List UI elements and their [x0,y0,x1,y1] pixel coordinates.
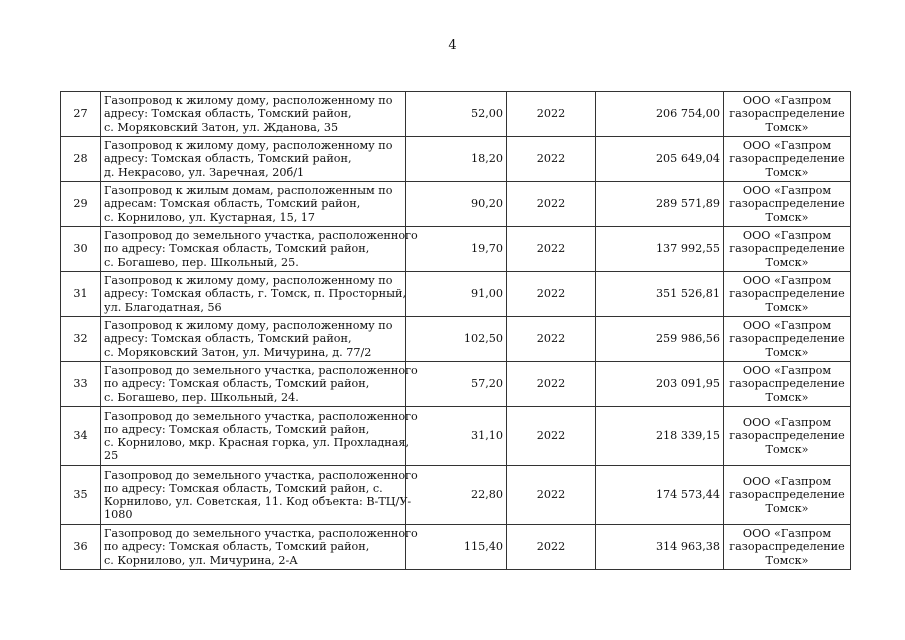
row-number: 36 [61,525,101,570]
description-line: по адресу: Томская область, Томский район, [104,242,370,256]
description-line: 1080 [104,508,133,522]
organization-line: ООО «Газпром [742,475,832,489]
description-line: Газопровод к жилому дому, расположенному по [104,94,393,108]
organization [724,362,851,407]
cost: 203 091,95 [596,362,724,407]
object-description [101,227,418,272]
pipeline-length: 102,50 [406,317,507,362]
pipeline-length: 31,10 [406,407,507,466]
table-row [61,272,851,317]
object-description [101,317,406,362]
table-row [61,227,851,272]
organization-line: газораспределение [729,377,845,391]
organization-line: Томск» [765,345,809,359]
year: 2022 [507,317,596,362]
row-number: 27 [61,92,101,137]
table-row [61,317,851,362]
pipeline-length: 91,00 [406,272,507,317]
gas-pipeline-table [60,91,851,570]
organization-line: газораспределение [729,429,845,443]
cost: 289 571,89 [596,182,724,227]
row-number: 32 [61,317,101,362]
cost: 205 649,04 [596,137,724,182]
row-number: 35 [61,466,101,525]
organization-line: ООО «Газпром [742,319,832,333]
description-line: Газопровод до земельного участка, расположенного [104,527,418,541]
object-description [101,182,406,227]
description-line: с. Моряковский Затон, ул. Мичурина, д. 77/2 [104,345,372,359]
description-line: по адресу: Томская область, Томский район, с. [104,481,383,495]
object-description [101,466,418,525]
description-line: с. Корнилово, ул. Кустарная, 15, 17 [104,210,316,224]
row-number: 30 [61,227,101,272]
year: 2022 [507,92,596,137]
table-row [61,362,851,407]
description-line: ул. Благодатная, 56 [104,300,222,314]
cost: 174 573,44 [596,466,724,525]
organization-line: газораспределение [729,287,845,301]
object-description [101,272,406,317]
description-line: Газопровод к жилому дому, расположенному по [104,274,393,288]
year: 2022 [507,407,596,466]
description-line: Газопровод до земельного участка, расположенного [104,364,418,378]
pipeline-length: 57,20 [406,362,507,407]
organization-line: газораспределение [729,197,845,211]
description-line: по адресу: Томская область, Томский район, [104,540,370,554]
organization-line: газораспределение [729,488,845,502]
year: 2022 [507,272,596,317]
organization-line: Томск» [765,300,809,314]
organization-line: газораспределение [729,332,845,346]
description-line: адресу: Томская область, Томский район, [104,332,352,346]
description-line: с. Моряковский Затон, ул. Жданова, 35 [104,120,339,134]
object-description [101,525,418,570]
table-row [61,466,851,525]
description-line: по адресу: Томская область, Томский район, [104,422,370,436]
description-line: Газопровод к жилому дому, расположенному по [104,139,393,153]
description-line: с. Богашево, пер. Школьный, 24. [104,390,299,404]
year: 2022 [507,362,596,407]
object-description [101,137,406,182]
organization [724,137,851,182]
organization-line: газораспределение [729,540,845,554]
description-line: 25 [104,449,119,463]
description-line: адресу: Томская область, г. Томск, п. Просторный, [104,287,407,301]
organization [724,317,851,362]
year: 2022 [507,227,596,272]
pipeline-length: 18,20 [406,137,507,182]
organization-line: Томск» [765,120,809,134]
year: 2022 [507,466,596,525]
organization-line: Томск» [765,442,809,456]
description-line: адресу: Томская область, Томский район, [104,107,352,121]
description-line: с. Корнилово, мкр. Красная горка, ул. Прохладная, [104,436,410,449]
organization-line: ООО «Газпром [742,94,832,108]
organization-line: ООО «Газпром [742,527,832,541]
row-number: 31 [61,272,101,317]
organization-line: Томск» [765,553,809,567]
pipeline-length: 19,70 [406,227,507,272]
description-line: адресам: Томская область, Томский район, [104,197,361,211]
organization [724,525,851,570]
cost: 259 986,56 [596,317,724,362]
organization [724,92,851,137]
organization [724,272,851,317]
pipeline-length: 22,80 [406,466,507,525]
organization-line: газораспределение [729,242,845,256]
page-number: 4 [448,38,457,53]
description-line: с. Корнилово, ул. Мичурина, 2-А [104,553,298,567]
organization-line: ООО «Газпром [742,364,832,378]
table-row [61,137,851,182]
cost: 206 754,00 [596,92,724,137]
description-line: Газопровод к жилому дому, расположенному по [104,319,393,333]
table-row [61,182,851,227]
table-row [61,92,851,137]
year: 2022 [507,137,596,182]
organization-line: газораспределение [729,152,845,166]
organization-line: Томск» [765,210,809,224]
organization-line: ООО «Газпром [742,139,832,153]
organization-line: Томск» [765,255,809,269]
organization [724,182,851,227]
description-line: д. Некрасово, ул. Заречная, 20б/1 [104,165,305,179]
description-line: по адресу: Томская область, Томский район, [104,377,370,391]
description-line: Газопровод до земельного участка, расположенного [104,229,418,243]
table-row [61,525,851,570]
organization-line: ООО «Газпром [742,274,832,288]
table-row [61,407,851,466]
organization-line: Томск» [765,165,809,179]
description-line: Газопровод до земельного участка, расположенного [104,468,418,482]
description-line: Газопровод до земельного участка, расположенного [104,409,418,423]
description-line: адресу: Томская область, Томский район, [104,152,352,166]
organization-line: ООО «Газпром [742,184,832,198]
organization-line: Томск» [765,501,809,515]
object-description [101,362,418,407]
organization-line: Томск» [765,390,809,404]
cost: 218 339,15 [596,407,724,466]
organization-line: ООО «Газпром [742,416,832,430]
row-number: 29 [61,182,101,227]
row-number: 34 [61,407,101,466]
row-number: 28 [61,137,101,182]
organization [724,227,851,272]
organization-line: ООО «Газпром [742,229,832,243]
cost: 351 526,81 [596,272,724,317]
description-line: с. Богашево, пер. Школьный, 25. [104,255,299,269]
pipeline-length: 90,20 [406,182,507,227]
organization-line: газораспределение [729,107,845,121]
cost: 137 992,55 [596,227,724,272]
organization [724,407,851,466]
object-description [101,407,418,466]
object-description [101,92,406,137]
description-line: Газопровод к жилым домам, расположенным по [104,184,393,198]
cost: 314 963,38 [596,525,724,570]
row-number: 33 [61,362,101,407]
pipeline-length: 52,00 [406,92,507,137]
year: 2022 [507,525,596,570]
description-line: Корнилово, ул. Советская, 11. Код объекта: В-ТЦ/У- [104,495,412,508]
year: 2022 [507,182,596,227]
organization [724,466,851,525]
pipeline-length: 115,40 [406,525,507,570]
